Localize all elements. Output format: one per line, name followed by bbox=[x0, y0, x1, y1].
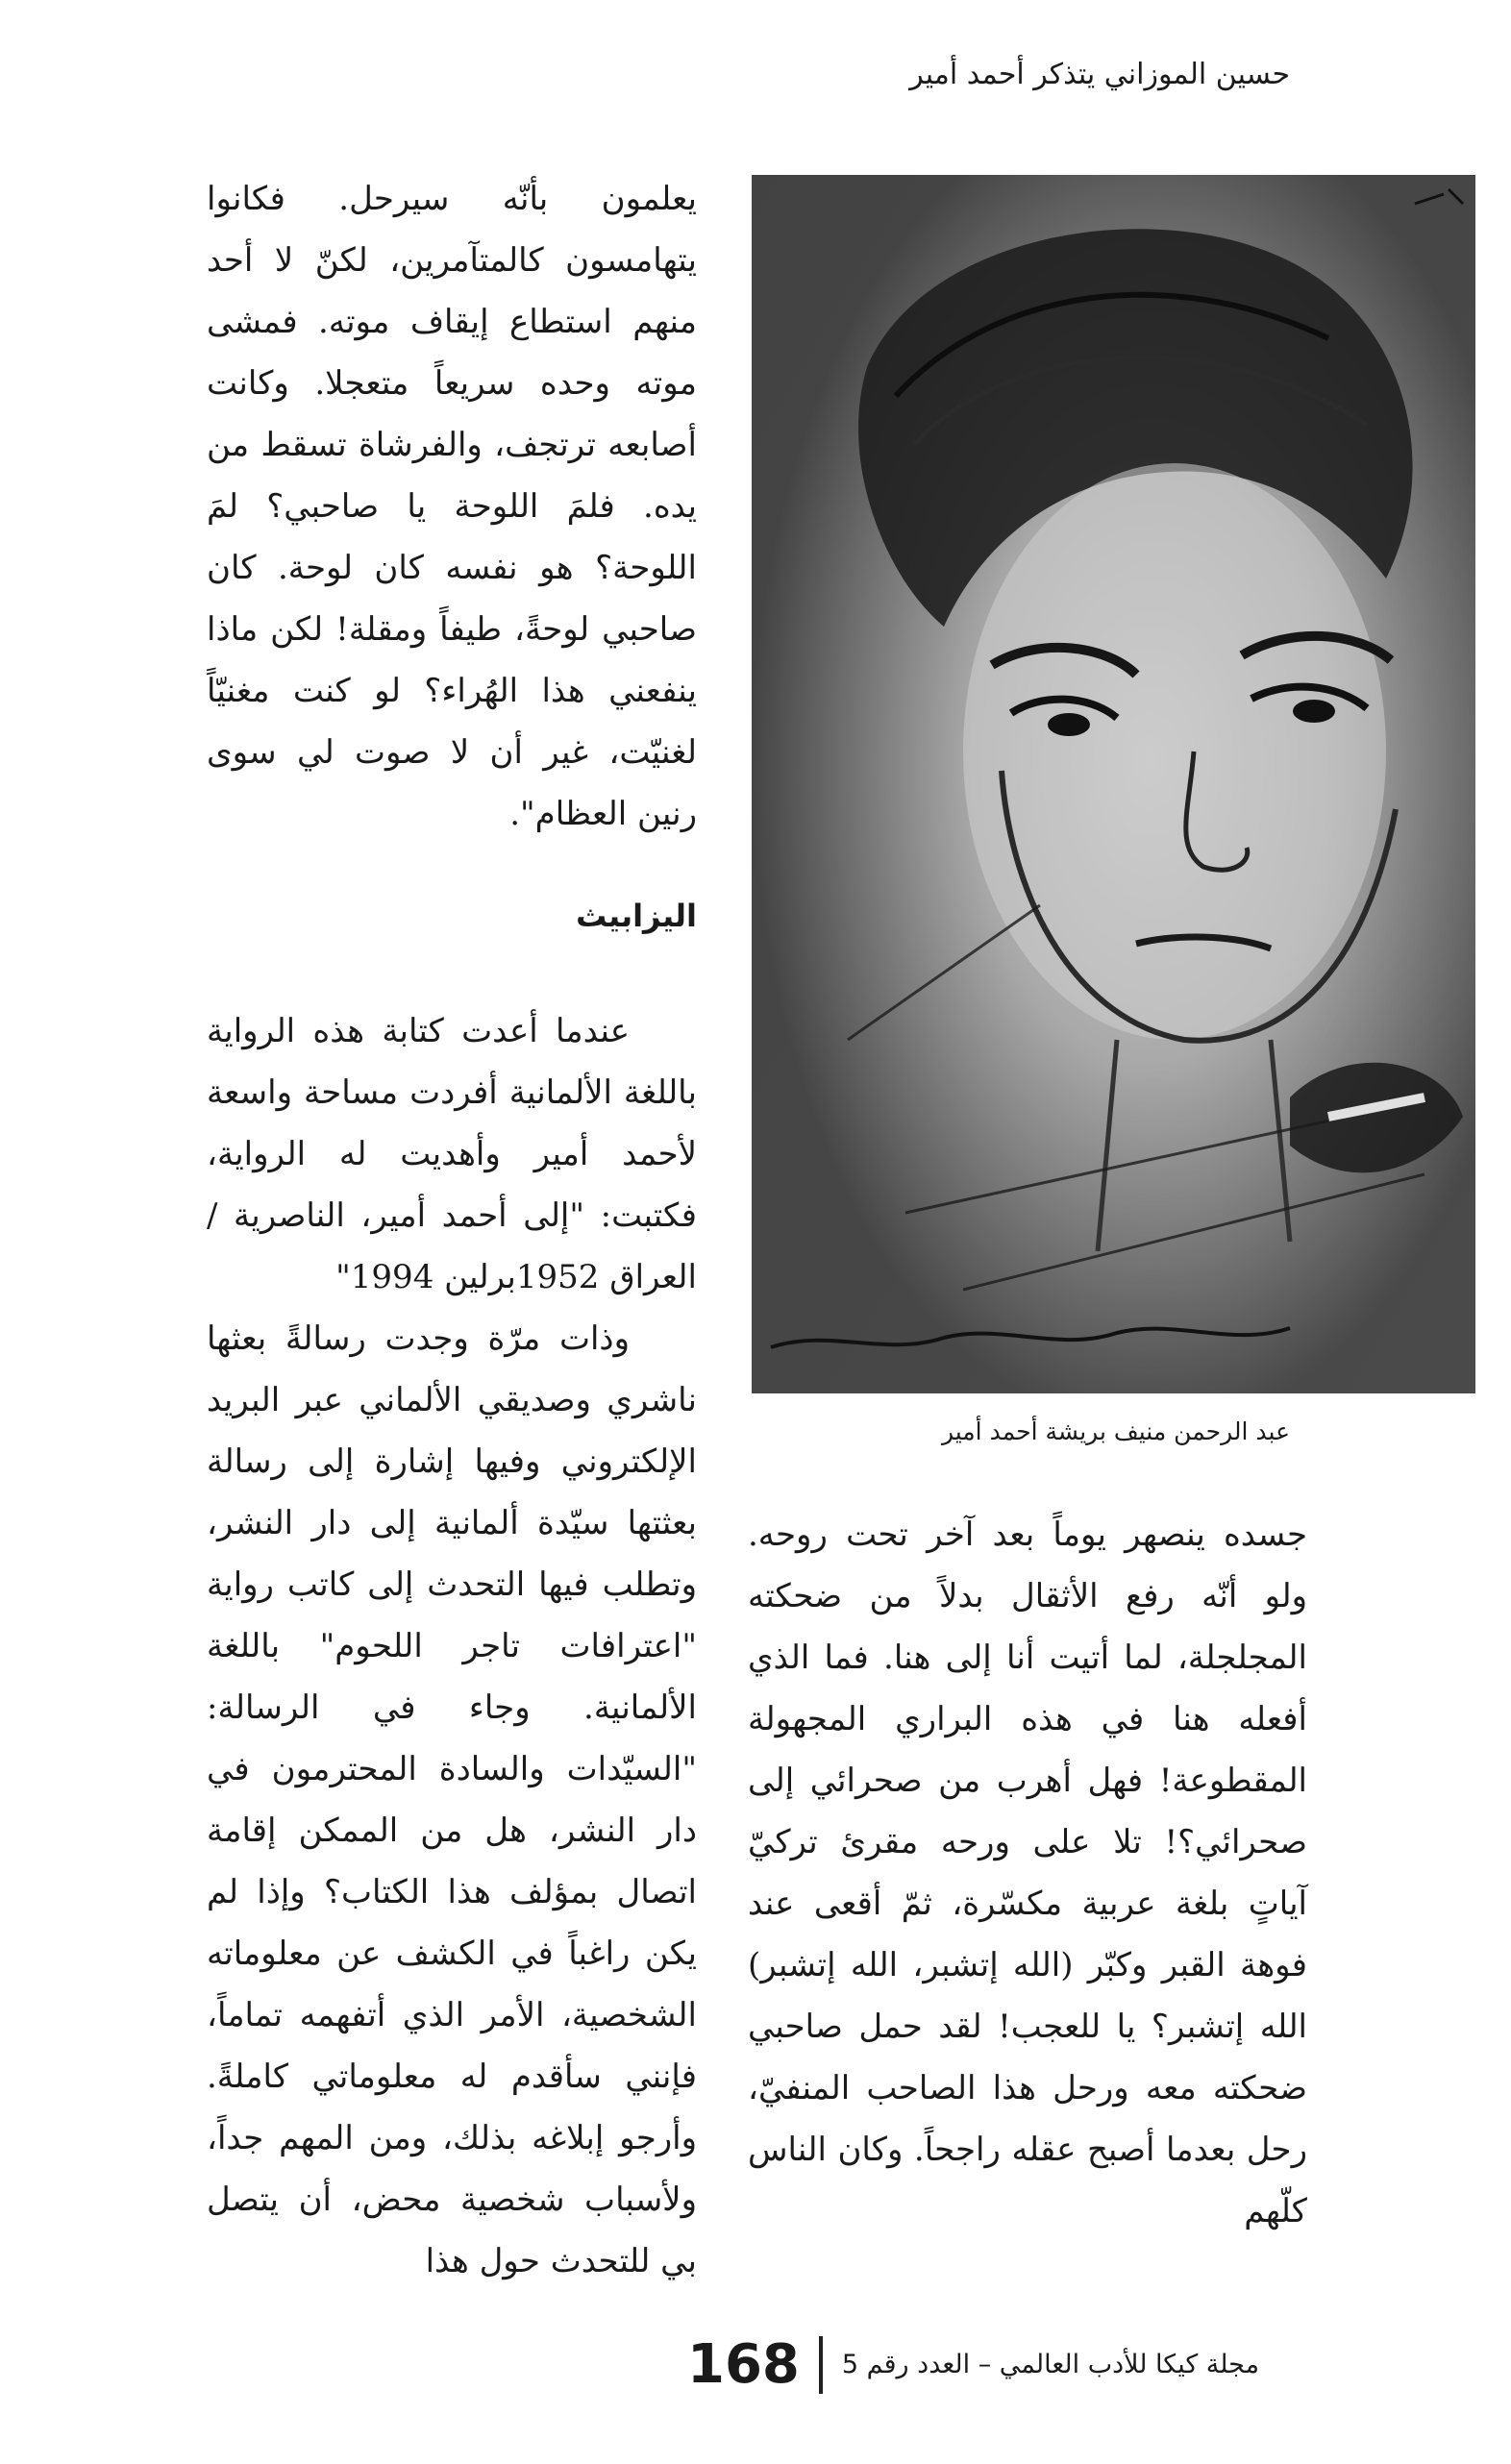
right-column bbox=[748, 1504, 1307, 2242]
paragraph: عندما أعدت كتابة هذه الرواية باللغة الألمانية أفردت مساحة واسعة لأحمد أمير وأهديت له الرواية، فكتبت: "إلى أحمد أمير، الناصرية / العراق 1952برلين 1994" bbox=[207, 1012, 697, 1296]
journal-title: مجلة كيكا للأدب العالمي – العدد رقم 5 bbox=[841, 2350, 1260, 2379]
footer-divider bbox=[819, 2336, 823, 2394]
paragraph: يعلمون بأنّه سيرحل. فكانوا يتهامسون كالمتآمرين، لكنّ لا أحد منهم استطاع إيقاف موته. فمشى موته وحده سريعاً متعجلا. وكانت أصابعه ترتجف، والفرشاة تسقط من يده. فلمَ اللوحة يا صاحبي؟ لمَ اللوحة؟ هو نفسه كان لوحة. كان صاحبي لوحةً، طيفاً ومقلة! لكن ماذا ينفعني هذا الهُراء؟ لو كنت مغنيّاً لغنيّت، غير أن لا صوت لي سوى رنين العظام". bbox=[207, 180, 697, 833]
portrait-sketch bbox=[752, 175, 1475, 1393]
figure-caption: عبد الرحمن منيف بريشة أحمد أمير bbox=[941, 1417, 1290, 1445]
page-footer bbox=[687, 2333, 1259, 2396]
paragraph: جسده ينصهر يوماً بعد آخر تحت روحه. ولو أنّه رفع الأثقال بدلاً من ضحكته المجلجلة، لما أتيت أنا إلى هنا. فما الذي أفعله هنا في هذه البراري المجهولة المقطوعة! فهل أهرب من صحرائي إلى صحرائي؟! تلا على ورحه مقرئ تركيّ آياتٍ بلغة عربية مكسّرة، ثمّ أقعى عند فوهة القبر وكبّر (الله إتشبر، الله إتشبر) الله إتشبر؟ يا للعجب! لقد حمل صاحبي ضحكته معه ورحل هذا الصاحب المنفيّ، رحل بعدما أصبح عقله راجحاً. وكان الناس كلّهم bbox=[748, 1515, 1307, 2230]
page-number: 168 bbox=[687, 2333, 800, 2396]
section-heading: اليزابيث bbox=[576, 898, 697, 934]
left-column bbox=[207, 168, 697, 2292]
running-head: حسين الموزاني يتذكر أحمد أمير bbox=[909, 58, 1290, 91]
paragraph: وذات مرّة وجدت رسالةً بعثها ناشري وصديقي الألماني عبر البريد الإلكتروني وفيها إشارة إلى رسالة بعثتها سيّدة ألمانية إلى دار النشر، وتطلب فيها التحدث إلى كاتب رواية "اعترافات تاجر اللحوم" باللغة الألمانية. وجاء في الرسالة: "السيّدات والسادة المحترمون في دار النشر، هل من الممكن إقامة اتصال بمؤلف هذا الكتاب؟ وإذا لم يكن راغباً في الكشف عن معلوماته الشخصية، الأمر الذي أتفهمه تماماً، فإنني سأقدم له معلوماتي كاملةً. وأرجو إبلاغه بذلك، ومن المهم جداً، ولأسباب شخصية محض، أن يتصل بي للتحدث حول هذا bbox=[207, 1319, 697, 2280]
